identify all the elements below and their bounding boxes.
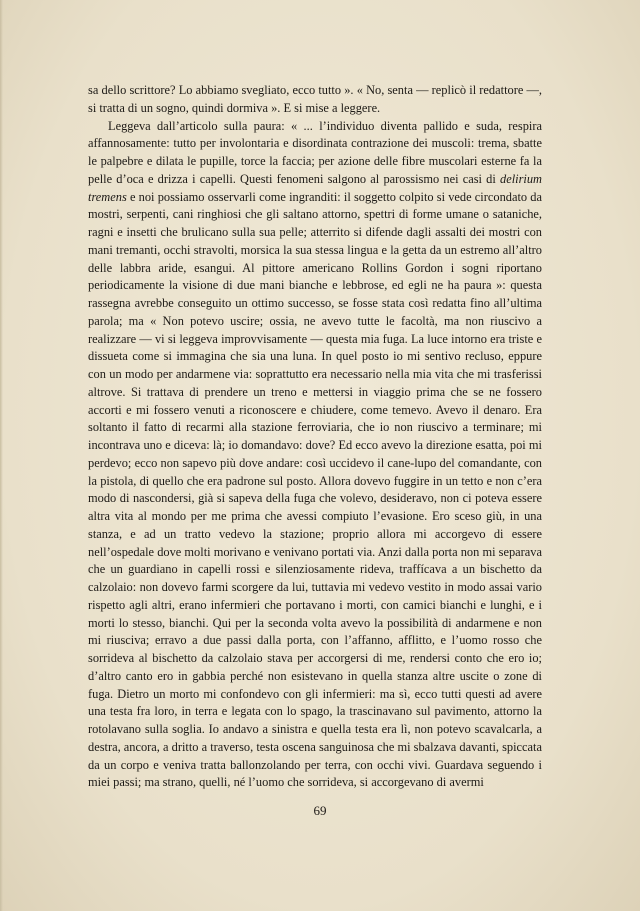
body-text <box>88 82 542 792</box>
italic-term: delirium tremens <box>88 171 542 204</box>
paragraph-2 <box>88 118 542 793</box>
page-number: 69 <box>313 803 327 818</box>
paragraph-1: sa dello scrittore? Lo abbiamo svegliato, ecco tutto ». « No, senta — replicò il redattore —, si tratta di un sogno, quindi dormiva ». E si mise a leggere. <box>88 83 542 115</box>
paragraph-2-part-2: e noi possiamo osservarli come ingranditi: il soggetto colpito si vede circondato da mostri, serpenti, cani ringhiosi che gli saltano attorno, spettri di forme umane o sataniche, ragni e insetti che brulicano sulla sua pelle; atterrito si difende dagli assalti dei mostri con mani tremanti, occhi stravolti, morsica la sua stessa lingua e la getta da un estremo all’altro delle labbra aride, esangui. Al pittore americano Rollins Gordon i sogni riportano periodicamente la visione di due mani bianche e lebbrose, ed egli ne ha paura »: questa rassegna avrebbe conseguito un ottimo successo, se fosse stata così redatta fino all’ultima parola; ma « Non potevo uscire; ossia, ne avevo tutte le facoltà, ma non riuscivo a realizzare — vi si leggeva improvvisamente — questa mia fuga. La luce intorno era triste e dissueta come si immagina che sia una luna. In quel posto io mi sentivo recluso, eppure con un modo per andarmene via: soprattutto era necessario nella mia vita che mi trasferissi altrove. Si trattava di prendere un treno e mettersi in viaggio prima che se ne fossero accorti e mi fossero venuti a riconoscere e chiudere, come temevo. Avevo il denaro. Era soltanto il fatto di recarmi alla stazione ferroviaria, che io non riuscivo a terminare; mi incontrava uno e diceva: là; io domandavo: dove? Ed ecco avevo la direzione esatta, poi mi perdevo; ecco non sapevo più dove andare: così uccidevo il cane-lupo del comandante, con la pistola, di quello che era padrone sul posto. Allora dovevo fuggire in un tetto e non c’era modo di nascondersi, già si sapeva della fuga che volevo, desideravo, non ci poteva essere altra vita al mondo per me prima che avessi compiuto l’evasione. Ero sceso giù, in una stanza, e ad un tratto vedevo la stazione; proprio allora mi accorgevo di essere nell’ospedale dove molti morivano e venivano portati via. Anzi dalla porta non mi separava che un guardiano in capelli rossi e silenziosamente rideva, traffícava a un bischetto da calzolaio: non dovevo farmi scorgere da lui, tuttavia mi vedevo vestito in modo assai vario rispetto agli altri, erano infermieri che portavano i morti, con camici bianchi e lunghi, e i morti lo stesso, bianchi. Qui per la seconda volta avevo la possibilità di andarmene e non mi riusciva; erravo a due passi dalla porta, con l’affanno, afflitto, e l’uomo rosso che sorrideva al bischetto da calzolaio stava per accorgersi di me, rendersi conto che ero io; d’altro canto ero in gabbia perché non esistevano in quella stanza altre uscite o zone di fuga. Dietro un morto mi confondevo con gli infermieri: ma sì, ecco tutti questi ad avere una testa fra loro, in terra e legata con lo spago, la trascinavano sul pavimento, attorno la rotolavano sulla soglia. Io andavo a sinistra e quella testa era lì, non potevo scavalcarla, a destra, ancora, a dritto a traverso, testa oscena sanguinosa che mi sbalzava davanti, spiccata da un corpo e veniva tratta ballonzolando per terra, con occhi vivi. Guardava seguendo i miei passi; ma strano, quelli, né l’uomo che sorrideva, si accorgevano di avermi <box>88 189 542 790</box>
paragraph-2-part-1: Leggeva dall’articolo sulla paura: « ... l’individuo diventa pallido e suda, respira affannosamente: tutto per involontaria e disordinata contrazione dei muscoli: trema, sbatte le palpebre e dilata le pupille, torce la faccia; per azione delle fibre muscolari esterne fa la pelle d’oca e drizza i capelli. Questi fenomeni salgono al parossismo nei casi di <box>88 118 542 186</box>
page-binding-edge <box>0 0 3 911</box>
